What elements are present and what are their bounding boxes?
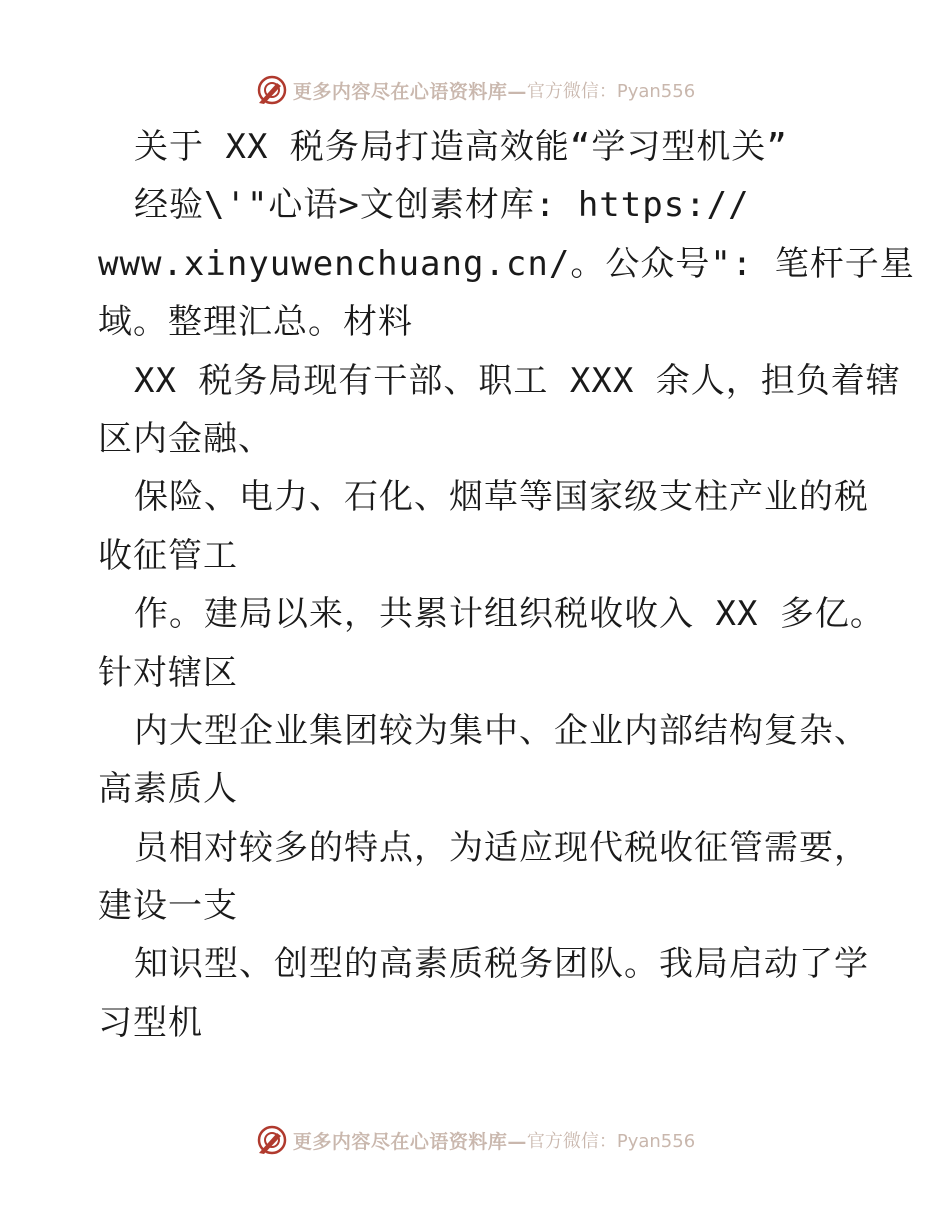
title-line-1: 关于 XX 税务局打造高效能“学习型机关”	[134, 127, 788, 167]
paragraph-line: 员相对较多的特点，为适应现代税收征管需要，	[134, 827, 869, 868]
paragraph-line: 习型机	[98, 1002, 203, 1043]
paragraph-line: 针对辖区	[98, 652, 238, 693]
paragraph-line: 保险、电力、石化、烟草等国家级支柱产业的税	[134, 477, 869, 518]
banner-wechat: 官方微信：Pyan556	[526, 81, 696, 102]
paragraph-line: XX 税务局现有干部、职工 XXX 余人，担负着辖	[134, 360, 901, 401]
document-body	[98, 118, 915, 1052]
header-watermark-banner	[0, 70, 950, 110]
title-line-3: www.xinyuwenchuang.cn/。公众号": 笔杆子星	[98, 243, 915, 284]
title-line-4: 域。整理汇总。材料	[98, 302, 413, 343]
banner-text: 更多内容尽在心语资料库—	[292, 80, 527, 103]
paragraph-line: 区内金融、	[98, 418, 273, 459]
paragraph-line: 知识型、创型的高素质税务团队。我局启动了学	[134, 944, 869, 985]
banner-text: 更多内容尽在心语资料库—	[292, 1130, 527, 1153]
paragraph-line: 内大型企业集团较为集中、企业内部结构复杂、	[134, 710, 869, 751]
banner-wechat: 官方微信：Pyan556	[526, 1131, 696, 1152]
pen-circle-logo-icon	[255, 1123, 289, 1157]
paragraph-line: 建设一支	[98, 886, 238, 927]
title-line-2: 经验\'"心语>文创素材库: https://	[134, 185, 750, 226]
paragraph-line: 收征管工	[98, 535, 238, 576]
footer-watermark-banner	[0, 1120, 950, 1160]
paragraph-line: 作。建局以来，共累计组织税收收入 XX 多亿。	[134, 594, 885, 635]
paragraph-line: 高素质人	[98, 769, 238, 810]
pen-circle-logo-icon	[255, 73, 289, 107]
